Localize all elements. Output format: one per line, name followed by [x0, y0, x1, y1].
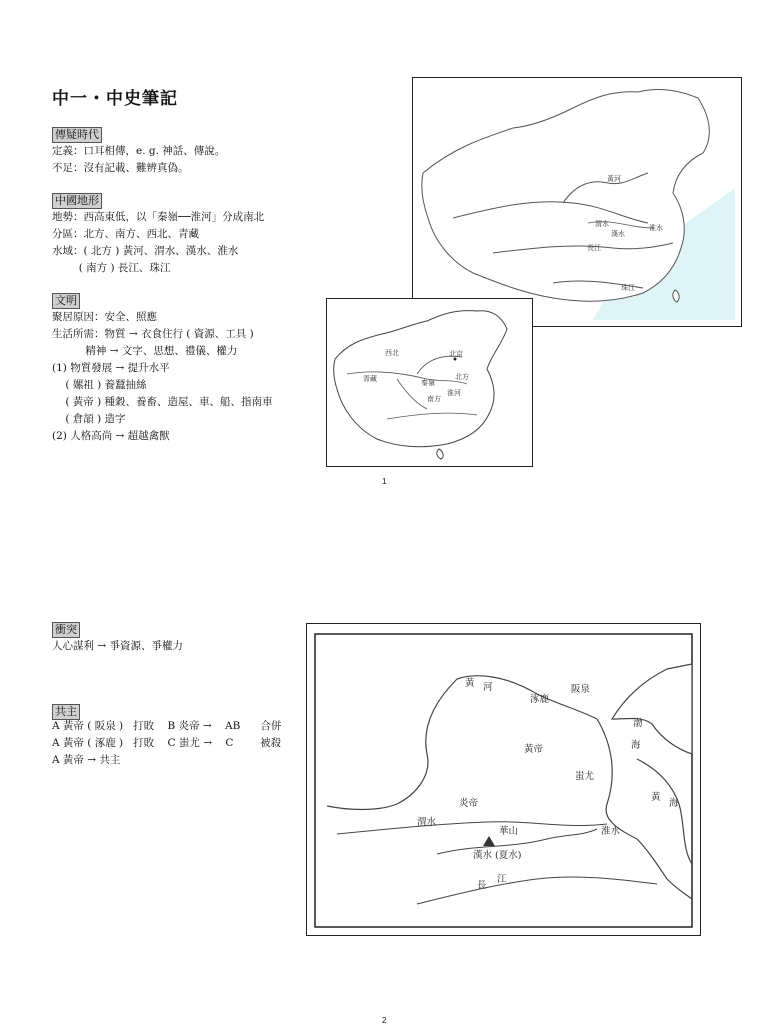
map-label: 黃 [465, 678, 475, 689]
map-label: 海 [669, 798, 679, 809]
section-heading-legend-era: 傳疑時代 [52, 127, 102, 143]
mountain-icon [483, 836, 495, 846]
page-number: 1 [382, 477, 387, 486]
map-label: 黃 [651, 792, 661, 803]
china-rivers-map [412, 77, 742, 327]
note-line: A 黃帝 → 共主 [52, 754, 121, 766]
map-label: 西北 [385, 349, 399, 357]
map-label: 珠江 [621, 284, 635, 292]
section-heading-coruler: 共主 [52, 704, 80, 720]
map-label: 黃帝 [524, 744, 544, 755]
map-label: 阪泉 [571, 684, 591, 695]
map-label: 河 [483, 682, 493, 693]
yellow-river-battle-map [306, 623, 701, 936]
page-number: 2 [382, 1016, 387, 1025]
map-label: 淮水 [601, 826, 621, 837]
map-label: 海 [631, 740, 641, 751]
section-heading-conflict: 衝突 [52, 622, 80, 638]
page-title: 中一・中史筆記 [52, 89, 178, 109]
note-line: 人心謀利 → 爭資源、爭權力 [52, 640, 183, 652]
map-label: 漢水 (夏水) [473, 850, 522, 861]
note-line: ( 嫘祖 ) 養蠶抽絲 [52, 379, 147, 391]
map-label: 北京 [449, 350, 463, 358]
map-label: 淮水 [649, 224, 663, 232]
map-label: 淮河 [447, 389, 461, 397]
map-label: 渭水 [595, 220, 609, 228]
china-regions-map [326, 298, 533, 467]
note-line: (1) 物質發展 → 提升水平 [52, 362, 170, 374]
map-label: 北方 [455, 373, 469, 381]
section-heading-civilization: 文明 [52, 293, 80, 309]
map-label: 長江 [587, 244, 601, 252]
map-label: 江 [497, 874, 507, 885]
note-line: ( 倉頡 ) 造字 [52, 413, 126, 425]
map-label: 炎帝 [459, 798, 479, 809]
note-line: 聚居原因：安全、照應 [52, 311, 157, 323]
map-label: 渭水 [417, 817, 437, 828]
note-line: 生活所需：物質 → 衣食住行 ( 資源、工具 ) [52, 328, 254, 340]
note-line: 精神 → 文字、思想、禮儀、權力 [52, 345, 238, 357]
section-heading-geography: 中國地形 [52, 193, 102, 209]
note-line: A 黃帝 ( 阪泉 ) 打敗 B 炎帝 → AB 合併 [52, 720, 282, 732]
note-line: ( 南方 ) 長江、珠江 [52, 262, 171, 274]
map-label: 長 [477, 880, 487, 891]
map-label: 蚩尤 [575, 771, 595, 782]
note-line: 地勢：西高東低，以「秦嶺──淮河」分成南北 [52, 211, 265, 223]
map-label: 秦嶺 [421, 379, 435, 387]
note-line: 水域：( 北方 ) 黃河、渭水、漢水、淮水 [52, 245, 239, 257]
map-label: 南方 [427, 395, 441, 403]
map-label: 黃河 [607, 175, 621, 183]
note-line: (2) 人格高尚 → 超越禽獸 [52, 430, 170, 442]
map-label: 青藏 [363, 375, 377, 383]
map-label: 漢水 [611, 230, 625, 238]
map-label: 華山 [499, 826, 519, 837]
note-line: A 黃帝 ( 涿鹿 ) 打敗 C 蚩尤 → C 被殺 [52, 737, 282, 749]
note-line: 定義：口耳相傳，e. g. 神話、傳說。 [52, 145, 226, 157]
map-label: 涿鹿 [530, 694, 550, 705]
note-line: 不足：沒有記載、難辨真偽。 [52, 162, 189, 174]
note-line: ( 黃帝 ) 種穀、養畜、造屋、車、船、指南車 [52, 396, 273, 408]
map-label: 渤 [633, 718, 643, 729]
note-line: 分區：北方、南方、西北、青藏 [52, 228, 199, 240]
